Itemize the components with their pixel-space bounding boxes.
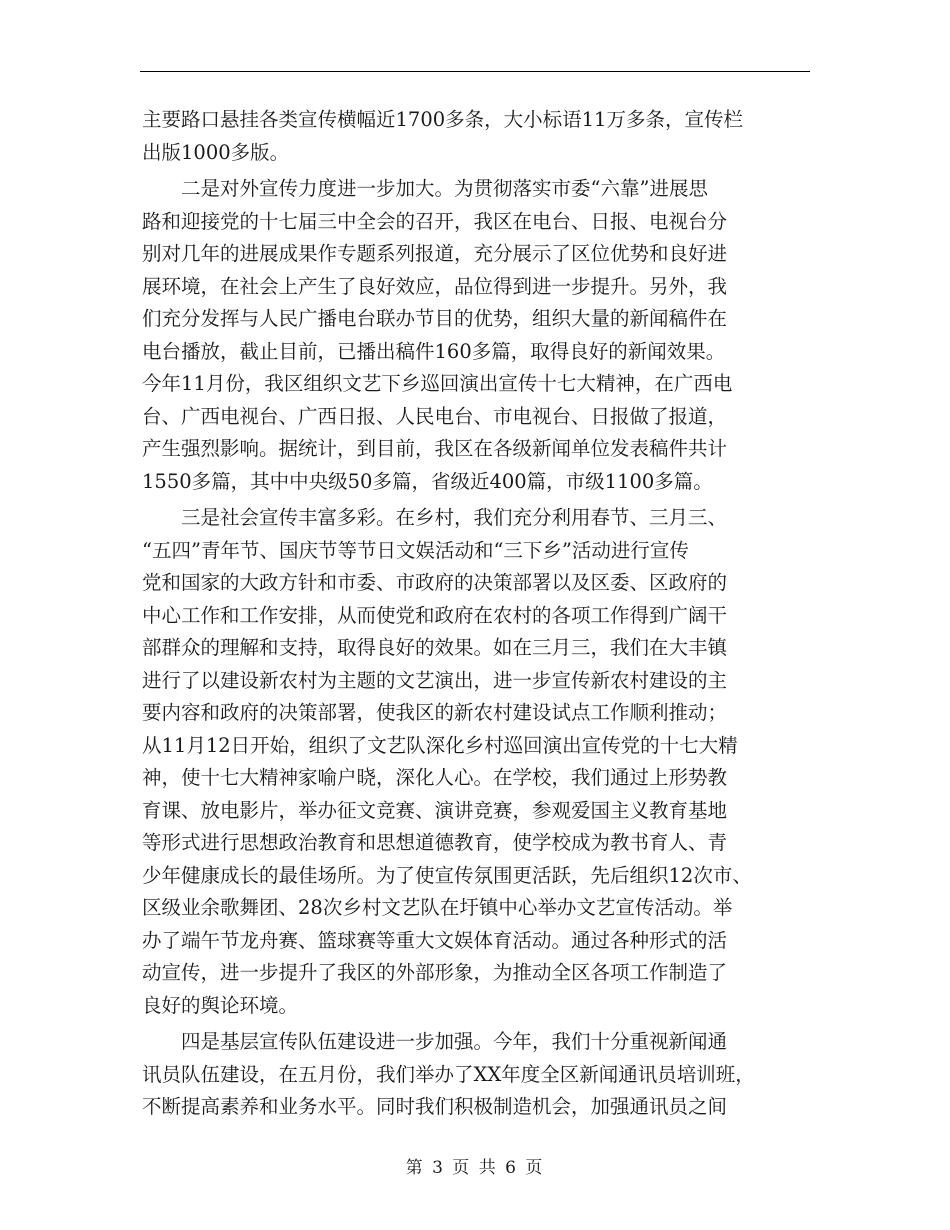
text-line: 三是社会宣传丰富多彩。在乡村，我们充分利用春节、三月三、 xyxy=(181,506,728,529)
text-line: 动宣传，进一步提升了我区的外部形象，为推动全区各项工作制造了 xyxy=(142,961,728,984)
paragraph-4 xyxy=(142,1026,832,1124)
text-line: 育课、放电影片，举办征文竞赛、演讲竞赛，参观爱国主义教育基地 xyxy=(142,798,728,822)
text-line: “五四”青年节、国庆节等节日文娱活动和“三下乡”活动进行宣传 xyxy=(142,538,689,562)
paragraph-3 xyxy=(142,502,832,1022)
text-line: 台、广西电视台、广西日报、人民电台、市电视台、日报做了报道， xyxy=(142,404,728,428)
text-line: 们充分发挥与人民广播电台联办节目的优势，组织大量的新闻稿件在 xyxy=(142,307,728,330)
text-line: 二是对外宣传力度进一步加大。为贯彻落实市委“六靠”进展思 xyxy=(181,177,708,200)
text-line: 进行了以建设新农村为主题的文艺演出，进一步宣传新农村建设的主 xyxy=(142,668,728,692)
text-line: 讯员队伍建设，在五月份，我们举办了XX年度全区新闻通讯员培训班， xyxy=(142,1062,755,1086)
text-line: 良好的舆论环境。 xyxy=(142,993,299,1017)
text-line: 少年健康成长的最佳场所。为了使宣传氛围更活跃，先后组织12次市、 xyxy=(142,863,752,887)
paragraph-1 xyxy=(142,104,832,169)
text-line: 区级业余歌舞团、28次乡村文艺队在圩镇中心举办文艺宣传活动。举 xyxy=(142,896,733,919)
text-line: 展环境，在社会上产生了良好效应，品位得到进一步提升。另外，我 xyxy=(142,274,728,298)
text-line: 四是基层宣传队伍建设进一步加强。今年，我们十分重视新闻通 xyxy=(181,1030,728,1053)
text-line: 不断提高素养和业务水平。同时我们积极制造机会，加强通讯员之间 xyxy=(142,1095,728,1118)
text-line: 主要路口悬挂各类宣传横幅近1700多条，大小标语11万多条，宣传栏 xyxy=(142,108,743,131)
text-line: 别对几年的进展成果作专题系列报道，充分展示了区位优势和良好进 xyxy=(142,242,728,265)
text-line: 从11月12日开始，组织了文艺队深化乡村巡回演出宣传党的十七大精 xyxy=(142,733,738,757)
header-rule xyxy=(140,71,810,72)
text-line: 电台播放，截止目前，已播出稿件160多篇，取得良好的新闻效果。 xyxy=(142,339,726,363)
document-body xyxy=(142,104,832,1124)
text-line: 路和迎接党的十七届三中全会的召开，我区在电台、日报、电视台分 xyxy=(142,209,728,233)
paragraph-2 xyxy=(142,173,832,498)
text-line: 等形式进行思想政治教育和思想道德教育，使学校成为教书育人、青 xyxy=(142,831,728,854)
text-line: 要内容和政府的决策部署，使我区的新农村建设试点工作顺利推动； xyxy=(142,701,728,724)
text-line: 出版1000多版。 xyxy=(142,140,290,164)
text-line: 1550多篇，其中中央级50多篇，省级近400篇，市级1100多篇。 xyxy=(142,469,713,493)
text-line: 今年11月份，我区组织文艺下乡巡回演出宣传十七大精神，在广西电 xyxy=(142,372,733,395)
text-line: 部群众的理解和支持，取得良好的效果。如在三月三，我们在大丰镇 xyxy=(142,636,728,659)
text-line: 神，使十七大精神家喻户晓，深化人心。在学校，我们通过上形势教 xyxy=(142,766,728,789)
page-number: 第 3 页 共 6 页 xyxy=(405,1158,545,1178)
text-line: 办了端午节龙舟赛、篮球赛等重大文娱体育活动。通过各种形式的活 xyxy=(142,928,728,952)
text-line: 党和国家的大政方针和市委、市政府的决策部署以及区委、区政府的 xyxy=(142,571,728,594)
text-line: 产生强烈影响。据统计，到目前，我区在各级新闻单位发表稿件共计 xyxy=(142,437,728,460)
text-line: 中心工作和工作安排，从而使党和政府在农村的各项工作得到广阔干 xyxy=(142,603,728,627)
